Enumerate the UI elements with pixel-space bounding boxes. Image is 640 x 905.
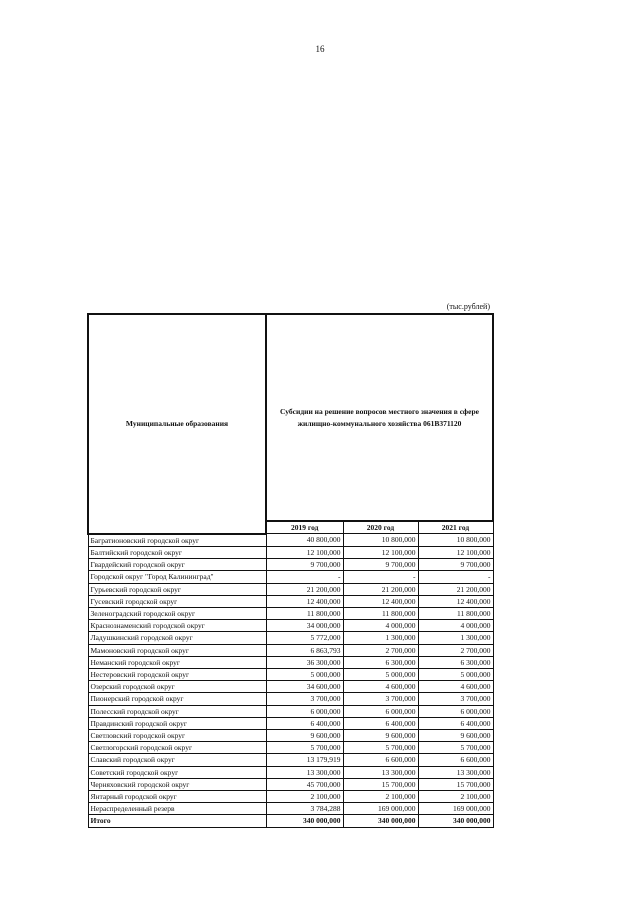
value-2021: 5 000,000 xyxy=(418,668,493,680)
value-2021: 5 700,000 xyxy=(418,742,493,754)
table-row xyxy=(88,668,493,680)
municipality-name: Светлогорский городской округ xyxy=(88,742,266,754)
value-2021: 10 800,000 xyxy=(418,534,493,547)
value-2019: 45 700,000 xyxy=(266,778,343,790)
value-2020: 6 300,000 xyxy=(343,656,418,668)
value-2019: 6 863,793 xyxy=(266,644,343,656)
value-2021: 6 400,000 xyxy=(418,717,493,729)
table-row xyxy=(88,644,493,656)
municipality-name: Краснознаменский городской округ xyxy=(88,620,266,632)
value-2019: 9 600,000 xyxy=(266,729,343,741)
value-2021: 13 300,000 xyxy=(418,766,493,778)
value-2021: 21 200,000 xyxy=(418,583,493,595)
value-2020: 169 000,000 xyxy=(343,803,418,815)
table-row xyxy=(88,693,493,705)
value-2021: 12 400,000 xyxy=(418,595,493,607)
value-2019: 3 700,000 xyxy=(266,693,343,705)
value-2021: 9 700,000 xyxy=(418,559,493,571)
table-row xyxy=(88,681,493,693)
value-2020: 12 100,000 xyxy=(343,546,418,558)
header-subsidy-title: Субсидии на решение вопросов местного значения в сфере жилищно-коммунального хозяйства 061В371120 xyxy=(266,314,493,521)
value-2019: 9 700,000 xyxy=(266,559,343,571)
value-2019: 2 100,000 xyxy=(266,790,343,802)
table-body xyxy=(88,534,493,827)
subsidy-table xyxy=(87,313,494,828)
value-2021: 4 000,000 xyxy=(418,620,493,632)
table-row xyxy=(88,534,493,547)
value-2020: 2 700,000 xyxy=(343,644,418,656)
header-year-2019: 2019 год xyxy=(266,521,343,534)
header-year-2021: 2021 год xyxy=(418,521,493,534)
table-row xyxy=(88,754,493,766)
value-2019: 11 800,000 xyxy=(266,607,343,619)
table-row xyxy=(88,571,493,583)
value-2020: 12 400,000 xyxy=(343,595,418,607)
value-2020: 2 100,000 xyxy=(343,790,418,802)
value-2020: 6 600,000 xyxy=(343,754,418,766)
municipality-name: Балтийский городской округ xyxy=(88,546,266,558)
municipality-name: Правдинский городской округ xyxy=(88,717,266,729)
value-2020: 4 000,000 xyxy=(343,620,418,632)
value-2021: 11 800,000 xyxy=(418,607,493,619)
municipality-name: Неманский городской округ xyxy=(88,656,266,668)
header-year-2020: 2020 год xyxy=(343,521,418,534)
value-2019: 12 400,000 xyxy=(266,595,343,607)
table-row xyxy=(88,620,493,632)
total-label: Итого xyxy=(88,815,266,827)
municipality-name: Нестеровский городской округ xyxy=(88,668,266,680)
value-2019: 5 772,000 xyxy=(266,632,343,644)
value-2020: 5 000,000 xyxy=(343,668,418,680)
header-municipalities: Муниципальные образования xyxy=(88,314,266,534)
value-2019: 5 000,000 xyxy=(266,668,343,680)
value-2021: 2 700,000 xyxy=(418,644,493,656)
table-row xyxy=(88,790,493,802)
municipality-name: Полесский городской округ xyxy=(88,705,266,717)
municipality-name: Зеленоградский городской округ xyxy=(88,607,266,619)
value-2020: 1 300,000 xyxy=(343,632,418,644)
municipality-name: Нераспределенный резерв xyxy=(88,803,266,815)
value-2021: 3 700,000 xyxy=(418,693,493,705)
value-2021: 12 100,000 xyxy=(418,546,493,558)
value-2020: 15 700,000 xyxy=(343,778,418,790)
table-row xyxy=(88,583,493,595)
value-2019: 36 300,000 xyxy=(266,656,343,668)
value-2021: - xyxy=(418,571,493,583)
value-2019: 34 000,000 xyxy=(266,620,343,632)
municipality-name: Гурьевский городской округ xyxy=(88,583,266,595)
value-2020: 10 800,000 xyxy=(343,534,418,547)
value-2019: 13 179,919 xyxy=(266,754,343,766)
table-row xyxy=(88,766,493,778)
value-2021: 6 000,000 xyxy=(418,705,493,717)
municipality-name: Озерский городской округ xyxy=(88,681,266,693)
value-2019: 40 800,000 xyxy=(266,534,343,547)
municipality-name: Гвардейский городской округ xyxy=(88,559,266,571)
total-2019: 340 000,000 xyxy=(266,815,343,827)
municipality-name: Мамоновский городской округ xyxy=(88,644,266,656)
value-2020: 5 700,000 xyxy=(343,742,418,754)
value-2019: 3 784,288 xyxy=(266,803,343,815)
value-2019: 6 400,000 xyxy=(266,717,343,729)
value-2020: 3 700,000 xyxy=(343,693,418,705)
municipality-name: Советский городской округ xyxy=(88,766,266,778)
value-2021: 169 000,000 xyxy=(418,803,493,815)
table-row xyxy=(88,729,493,741)
value-2020: 13 300,000 xyxy=(343,766,418,778)
value-2020: 6 000,000 xyxy=(343,705,418,717)
value-2020: 9 700,000 xyxy=(343,559,418,571)
table-row xyxy=(88,742,493,754)
value-2021: 15 700,000 xyxy=(418,778,493,790)
value-2020: - xyxy=(343,571,418,583)
value-2019: 21 200,000 xyxy=(266,583,343,595)
value-2021: 9 600,000 xyxy=(418,729,493,741)
table-row xyxy=(88,717,493,729)
municipality-name: Светловский городской округ xyxy=(88,729,266,741)
value-2019: 5 700,000 xyxy=(266,742,343,754)
value-2021: 6 300,000 xyxy=(418,656,493,668)
units-label: (тыс.рублей) xyxy=(446,302,490,311)
table-row xyxy=(88,705,493,717)
municipality-name: Ладушкинский городской округ xyxy=(88,632,266,644)
value-2019: 13 300,000 xyxy=(266,766,343,778)
total-2020: 340 000,000 xyxy=(343,815,418,827)
value-2021: 4 600,000 xyxy=(418,681,493,693)
value-2019: 12 100,000 xyxy=(266,546,343,558)
municipality-name: Багратионовский городской округ xyxy=(88,534,266,547)
table-row xyxy=(88,546,493,558)
value-2021: 1 300,000 xyxy=(418,632,493,644)
total-2021: 340 000,000 xyxy=(418,815,493,827)
value-2019: - xyxy=(266,571,343,583)
value-2020: 6 400,000 xyxy=(343,717,418,729)
value-2020: 4 600,000 xyxy=(343,681,418,693)
municipality-name: Городской округ "Город Калининград" xyxy=(88,571,266,583)
value-2019: 34 600,000 xyxy=(266,681,343,693)
value-2020: 21 200,000 xyxy=(343,583,418,595)
value-2020: 11 800,000 xyxy=(343,607,418,619)
value-2020: 9 600,000 xyxy=(343,729,418,741)
table-row xyxy=(88,656,493,668)
table-row xyxy=(88,595,493,607)
value-2021: 6 600,000 xyxy=(418,754,493,766)
municipality-name: Славский городской округ xyxy=(88,754,266,766)
table-row xyxy=(88,559,493,571)
municipality-name: Черняховский городской округ xyxy=(88,778,266,790)
table-row xyxy=(88,803,493,815)
total-row xyxy=(88,815,493,827)
table-row xyxy=(88,778,493,790)
municipality-name: Гусевский городской округ xyxy=(88,595,266,607)
page-number: 16 xyxy=(315,44,325,54)
municipality-name: Янтарный городской округ xyxy=(88,790,266,802)
table-row xyxy=(88,607,493,619)
table-row xyxy=(88,632,493,644)
municipality-name: Пионерский городской округ xyxy=(88,693,266,705)
value-2019: 6 000,000 xyxy=(266,705,343,717)
value-2021: 2 100,000 xyxy=(418,790,493,802)
